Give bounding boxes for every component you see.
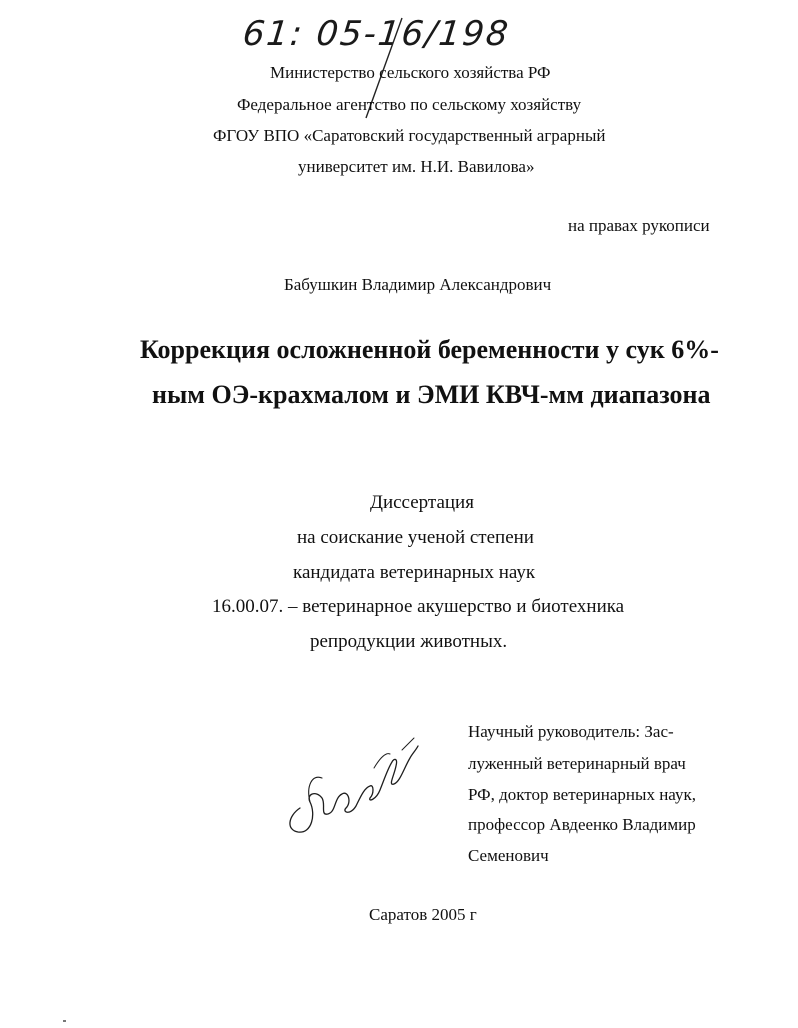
degree-line-1: на соискание ученой степени — [297, 527, 534, 548]
dissertation-label: Диссертация — [370, 492, 474, 513]
thesis-title-line-1: Коррекция осложненной беременности у сук 6%- — [140, 335, 719, 364]
supervisor-line-5: Семенович — [468, 846, 549, 865]
ministry-line: Министерство сельского хозяйства РФ — [270, 63, 551, 82]
university-line-1: ФГОУ ВПО «Саратовский государственный аграрный — [213, 126, 606, 145]
supervisor-line-2: луженный ветеринарный врач — [468, 754, 686, 773]
archive-code: 61: 05-16/198 — [240, 14, 512, 54]
university-line-2: университет им. Н.И. Вавилова» — [298, 157, 535, 176]
thesis-title-line-2: ным ОЭ-крахмалом и ЭМИ КВЧ-мм диапазона — [152, 380, 711, 409]
supervisor-line-3: РФ, доктор ветеринарных наук, — [468, 785, 696, 804]
specialty-line-2: репродукции животных. — [310, 631, 508, 652]
specialty-line-1: 16.00.07. – ветеринарное акушерство и биотехника — [212, 596, 625, 617]
author-name: Бабушкин Владимир Александрович — [284, 275, 552, 294]
degree-line-2: кандидата ветеринарных наук — [293, 562, 536, 583]
agency-line: Федеральное агентство по сельскому хозяйству — [237, 95, 582, 114]
supervisor-line-1: Научный руководитель: Зас- — [468, 722, 674, 741]
scan-speck — [63, 1020, 66, 1022]
city-year: Саратов 2005 г — [369, 905, 477, 924]
rights-note: на правах рукописи — [568, 216, 710, 235]
supervisor-line-4: профессор Авдеенко Владимир — [468, 815, 696, 834]
handwritten-signature — [282, 728, 422, 840]
